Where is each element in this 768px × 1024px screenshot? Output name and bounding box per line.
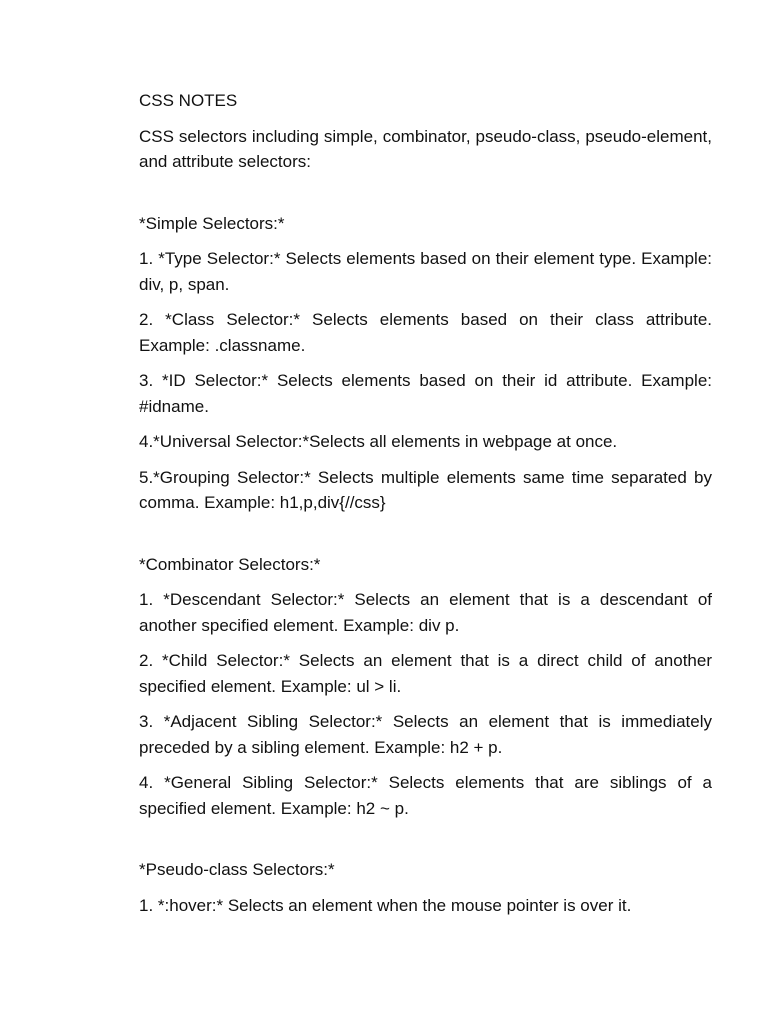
list-item: 2. *Class Selector:* Selects elements based on their class attribute. Example: .classname. bbox=[139, 310, 712, 355]
section-gap bbox=[139, 831, 712, 857]
list-item: 1. *:hover:* Selects an element when the mouse pointer is over it. bbox=[139, 895, 632, 915]
section-heading-simple: *Simple Selectors:* bbox=[139, 213, 285, 233]
list-item: 1. *Type Selector:* Selects elements based on their element type. Example: div, p, span. bbox=[139, 249, 712, 294]
section-heading-pseudo-class: *Pseudo-class Selectors:* bbox=[139, 860, 335, 879]
list-item: 4. *General Sibling Selector:* Selects elements that are siblings of a specified element. Example: h2 ~ p. bbox=[139, 773, 712, 818]
list-item: 3. *Adjacent Sibling Selector:* Selects an element that is immediately preceded by a sibling element. Example: h2 + p. bbox=[139, 712, 712, 757]
document-title: CSS NOTES bbox=[139, 91, 238, 110]
list-item: 5.*Grouping Selector:* Selects multiple elements same time separated by comma. Example: h1,p,div{//css} bbox=[139, 467, 712, 512]
list-item: 3. *ID Selector:* Selects elements based on their id attribute. Example: #idname. bbox=[139, 371, 712, 416]
list-item: 1. *Descendant Selector:* Selects an element that is a descendant of another specified element. Example: div p. bbox=[139, 590, 712, 635]
document-body bbox=[139, 88, 712, 928]
section-heading-combinator: *Combinator Selectors:* bbox=[139, 554, 321, 574]
section-gap bbox=[139, 526, 712, 552]
intro-paragraph: CSS selectors including simple, combinator, pseudo-class, pseudo-element, and attribute selectors: bbox=[139, 126, 712, 171]
list-item: 2. *Child Selector:* Selects an element that is a direct child of another specified element. Example: ul > li. bbox=[139, 651, 712, 696]
list-item: 4.*Universal Selector:*Selects all elements in webpage at once. bbox=[139, 432, 618, 451]
section-gap bbox=[139, 185, 712, 211]
